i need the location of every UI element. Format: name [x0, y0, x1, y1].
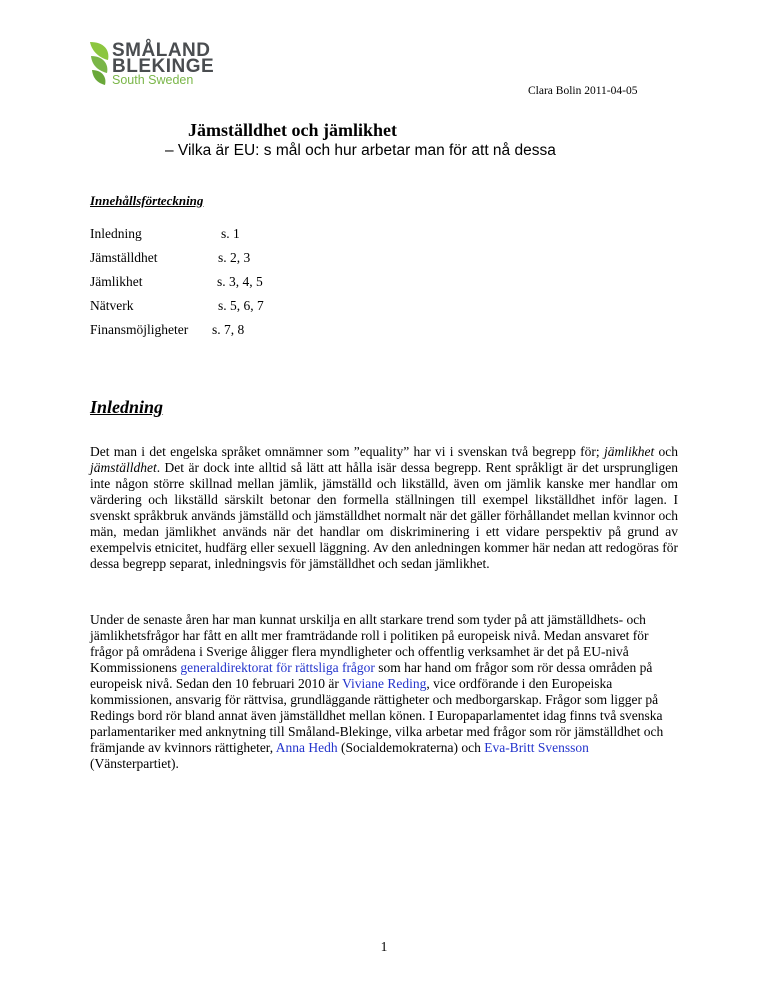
- toc-row: [90, 322, 245, 338]
- link-anna-hedh[interactable]: Anna Hedh: [275, 740, 338, 755]
- link-eva-britt-svensson[interactable]: Eva-Britt Svensson: [484, 740, 589, 755]
- toc-row: [90, 274, 263, 290]
- paragraph-text: (Socialdemokraterna) och: [337, 740, 485, 755]
- link-viviane-reding[interactable]: Viviane Reding: [342, 676, 427, 691]
- emphasis-jamlikhet: jämlikhet: [603, 444, 655, 459]
- toc-pages: s. 7, 8: [212, 322, 245, 337]
- logo-text-smaland: SMÅLAND: [112, 40, 211, 61]
- toc-row: [90, 226, 240, 242]
- toc-heading: Innehållsförteckning: [90, 193, 204, 208]
- paragraph-text: . Det är dock inte alltid så lätt att hålla isär dessa begrepp. Rent språkligt är det ursprungligen inte någon större skillnad mellan jämlik, jämställd och likställd, även om jämlik kanske mer handlar om värdering och likställd särskilt betonar den formella ställningen till exempel likställdhet inför lagen. I svenskt språkbruk används jämställd och jämställdhet normalt när det gäller förhållandet mellan kvinnor och män, medan jämlikhet används när det handlar om diskriminering i ett vidare perspektiv på grund av exempelvis etnicitet, hudfärg eller sexuell läggning. Av den anledningen kommer här nedan att redogöras för dessa begrepp separat, inledningsvis för jämställdhet och sedan jämlikhet.: [90, 460, 678, 571]
- page-number: 1: [380, 939, 388, 954]
- toc-title: Finansmöjligheter: [90, 322, 189, 337]
- paragraph-text: Det man i det engelska språket omnämner som ”equality” har vi i svenskan två begrepp för;: [90, 444, 604, 459]
- toc-title: Inledning: [90, 226, 142, 241]
- toc-pages: s. 2, 3: [218, 250, 251, 265]
- toc-row: [90, 298, 264, 314]
- toc-pages: s. 1: [221, 226, 240, 241]
- document-subtitle: – Vilka är EU: s mål och hur arbetar man för att nå dessa: [165, 142, 556, 159]
- document-title: Jämställdhet och jämlikhet: [188, 120, 397, 140]
- paragraph-intro: [90, 444, 678, 572]
- paragraph-eu: [90, 612, 678, 772]
- section-heading-inledning: Inledning: [90, 397, 164, 417]
- toc-title: Jämställdhet: [90, 250, 158, 265]
- toc-row: [90, 250, 251, 266]
- paragraph-text: Under de senaste åren har man kunnat urskilja en allt starkare trend som tyder på att jämställdhets- och jämlikhetsfrågor har fått en allt mer framträdande roll i politiken på europeisk nivå. Medan ansvaret för frågor på områdena i Sverige åligger flera myndligheter och offentlig verksamhet är det på EU-nivå Kommissionens: [90, 612, 649, 675]
- toc-title: Nätverk: [90, 298, 134, 313]
- logo: [88, 40, 238, 90]
- paragraph-text: och: [654, 444, 678, 459]
- emphasis-jamstalldhet: jämställdhet: [90, 460, 157, 475]
- author-date: Clara Bolin 2011-04-05: [528, 85, 638, 97]
- paragraph-text: , vice ordförande i den Europeiska kommissionen, ansvarig för rättvisa, grundläggande rättigheter och medborgarskap. Frågor som ligger på Redings bord rör bland annat även jämställdhet mellan könen. I Europaparlamentet idag finns två svenska parlamentariker med anknytning till Småland-Blekinge, vilka arbetar med frågor som rör jämställdhet och främjande av kvinnors rättigheter,: [90, 676, 664, 755]
- toc-title: Jämlikhet: [90, 274, 143, 289]
- toc-pages: s. 3, 4, 5: [217, 274, 263, 289]
- leaf-logo-icon: [88, 40, 112, 86]
- link-generaldirektorat[interactable]: generaldirektorat för rättsliga frågor: [180, 660, 375, 675]
- logo-text-blekinge: BLEKINGE: [112, 56, 215, 77]
- paragraph-text: (Vänsterpartiet).: [90, 756, 179, 771]
- paragraph-text: som har hand om frågor som rör dessa områden på europeisk nivå. Sedan den 10 februari 2010 är: [90, 660, 653, 691]
- logo-text-south-sweden: South Sweden: [112, 73, 194, 87]
- toc-pages: s. 5, 6, 7: [218, 298, 264, 313]
